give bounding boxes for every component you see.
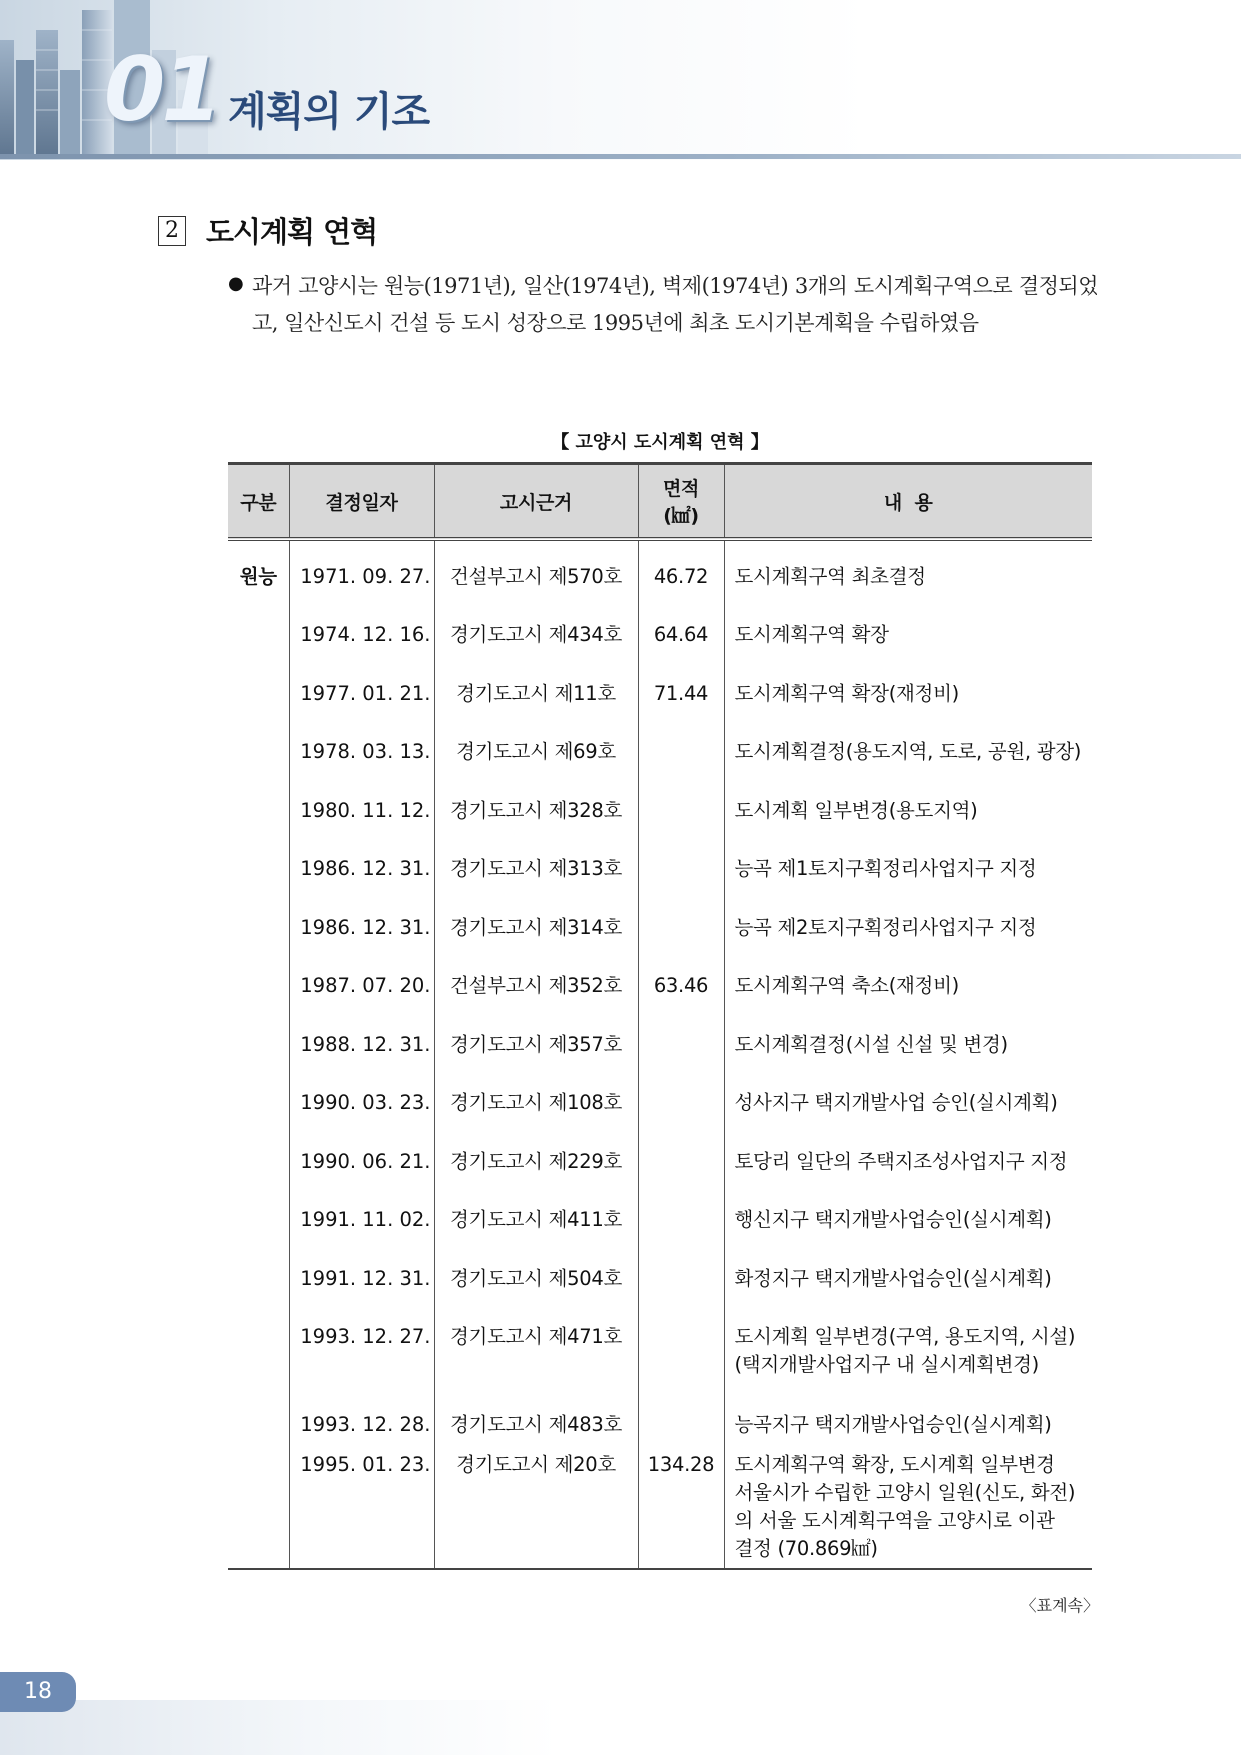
- cell-basis: 건설부고시 제352호: [434, 956, 638, 1015]
- chapter-number: 01: [104, 38, 219, 141]
- cell-area: [638, 781, 724, 840]
- cell-content: 도시계획결정(시설 신설 및 변경): [724, 1015, 1092, 1074]
- cell-area: [638, 1190, 724, 1249]
- cell-category: [228, 1307, 289, 1395]
- table-row: [228, 1445, 1092, 1569]
- cell-date: 1974. 12. 16.: [289, 605, 434, 664]
- cell-date: 1995. 01. 23.: [289, 1445, 434, 1569]
- cell-area: [638, 1249, 724, 1308]
- cell-category: [228, 1190, 289, 1249]
- cell-category: [228, 1015, 289, 1074]
- cell-date: 1991. 11. 02.: [289, 1190, 434, 1249]
- cell-content: 도시계획구역 축소(재정비): [724, 956, 1092, 1015]
- cell-area: [638, 839, 724, 898]
- chapter-title: 계획의 기조: [228, 89, 430, 135]
- cell-area: 46.72: [638, 539, 724, 605]
- table-row: [228, 1190, 1092, 1249]
- cell-date: 1991. 12. 31.: [289, 1249, 434, 1308]
- cell-category: [228, 722, 289, 781]
- cell-basis: 경기도고시 제357호: [434, 1015, 638, 1074]
- header-category: 구분: [228, 464, 289, 540]
- header-date: 결정일자: [289, 464, 434, 540]
- header-area-label: 면적: [662, 478, 700, 500]
- cell-basis: 경기도고시 제313호: [434, 839, 638, 898]
- bullet-icon: ●: [228, 273, 244, 294]
- cell-area: [638, 722, 724, 781]
- header-area-unit: (㎢): [663, 505, 699, 527]
- cell-date: 1980. 11. 12.: [289, 781, 434, 840]
- cell-area: [638, 1015, 724, 1074]
- cell-date: 1993. 12. 28.: [289, 1395, 434, 1445]
- table-body: [228, 539, 1092, 1569]
- cell-basis: 경기도고시 제229호: [434, 1132, 638, 1191]
- cell-content: 능곡지구 택지개발사업승인(실시계획): [724, 1395, 1092, 1445]
- cell-date: 1977. 01. 21.: [289, 664, 434, 723]
- cell-date: 1987. 07. 20.: [289, 956, 434, 1015]
- cell-content: 도시계획구역 최초결정: [724, 539, 1092, 605]
- cell-content: 행신지구 택지개발사업승인(실시계획): [724, 1190, 1092, 1249]
- cell-category: [228, 605, 289, 664]
- cell-area: [638, 1307, 724, 1395]
- footer-band: [0, 1700, 1241, 1755]
- cell-area: [638, 1395, 724, 1445]
- cell-basis: 경기도고시 제411호: [434, 1190, 638, 1249]
- cell-basis: 경기도고시 제20호: [434, 1445, 638, 1569]
- table-header-row: [228, 464, 1092, 540]
- cell-category: [228, 1132, 289, 1191]
- cell-date: 1990. 03. 23.: [289, 1073, 434, 1132]
- cell-basis: 경기도고시 제434호: [434, 605, 638, 664]
- table-row: [228, 1307, 1092, 1395]
- cell-category: [228, 1395, 289, 1445]
- header-divider: [0, 154, 1241, 159]
- table-row: [228, 605, 1092, 664]
- cell-content: 도시계획 일부변경(용도지역): [724, 781, 1092, 840]
- cell-basis: 경기도고시 제69호: [434, 722, 638, 781]
- cell-content: 도시계획 일부변경(구역, 용도지역, 시설) (택지개발사업지구 내 실시계획변경): [724, 1307, 1092, 1395]
- cell-area: [638, 898, 724, 957]
- table-row: [228, 1073, 1092, 1132]
- cell-area: [638, 1073, 724, 1132]
- cell-category: [228, 1073, 289, 1132]
- cell-basis: 경기도고시 제483호: [434, 1395, 638, 1445]
- cell-date: 1986. 12. 31.: [289, 898, 434, 957]
- table-row: [228, 956, 1092, 1015]
- cell-date: 1988. 12. 31.: [289, 1015, 434, 1074]
- chapter-header: [0, 0, 1241, 160]
- table-row: [228, 781, 1092, 840]
- cell-category: [228, 1249, 289, 1308]
- cell-category: [228, 1445, 289, 1569]
- cell-content: 도시계획구역 확장, 도시계획 일부변경 서울시가 수립한 고양시 일원(신도, 화전) 의 서울 도시계획구역을 고양시로 이관 결정 (70.869㎢): [724, 1445, 1092, 1569]
- cell-basis: 경기도고시 제108호: [434, 1073, 638, 1132]
- cell-category: [228, 956, 289, 1015]
- cell-area: 63.46: [638, 956, 724, 1015]
- cell-basis: 경기도고시 제314호: [434, 898, 638, 957]
- intro-paragraph: 과거 고양시는 원능(1971년), 일산(1974년), 벽제(1974년) 3개의 도시계획구역으로 결정되었고, 일산신도시 건설 등 도시 성장으로 1995년에 최초 도시기본계획을 수립하였음: [252, 274, 1098, 335]
- cell-date: 1990. 06. 21.: [289, 1132, 434, 1191]
- cell-content: 능곡 제1토지구획정리사업지구 지정: [724, 839, 1092, 898]
- table-row: [228, 1015, 1092, 1074]
- cell-basis: 건설부고시 제570호: [434, 539, 638, 605]
- table-row: [228, 1395, 1092, 1445]
- table-row: [228, 722, 1092, 781]
- cell-area: 71.44: [638, 664, 724, 723]
- cell-basis: 경기도고시 제11호: [434, 664, 638, 723]
- cell-date: 1993. 12. 27.: [289, 1307, 434, 1395]
- cell-content: 도시계획구역 확장(재정비): [724, 664, 1092, 723]
- cell-category: [228, 781, 289, 840]
- cell-content: 화정지구 택지개발사업승인(실시계획): [724, 1249, 1092, 1308]
- cell-area: [638, 1132, 724, 1191]
- table-row: [228, 664, 1092, 723]
- table-row: [228, 1249, 1092, 1308]
- history-table: [228, 462, 1092, 1570]
- table-row: [228, 1132, 1092, 1191]
- page-number: 18: [0, 1672, 76, 1712]
- table-row: [228, 539, 1092, 605]
- cell-category: [228, 898, 289, 957]
- cell-date: 1978. 03. 13.: [289, 722, 434, 781]
- table-row: [228, 898, 1092, 957]
- table-caption: 【 고양시 도시계획 연혁 】: [551, 432, 769, 453]
- section-title: 도시계획 연혁: [206, 215, 378, 249]
- cell-content: 도시계획결정(용도지역, 도로, 공원, 광장): [724, 722, 1092, 781]
- cell-basis: 경기도고시 제504호: [434, 1249, 638, 1308]
- cell-content: 토당리 일단의 주택지조성사업지구 지정: [724, 1132, 1092, 1191]
- cell-area: 64.64: [638, 605, 724, 664]
- cell-basis: 경기도고시 제471호: [434, 1307, 638, 1395]
- cell-basis: 경기도고시 제328호: [434, 781, 638, 840]
- continued-note: 〈표계속〉: [1020, 1596, 1099, 1615]
- cell-area: 134.28: [638, 1445, 724, 1569]
- cell-date: 1971. 09. 27.: [289, 539, 434, 605]
- cell-category: [228, 839, 289, 898]
- section-heading: [158, 210, 377, 251]
- header-content: 내 용: [724, 464, 1092, 540]
- cell-category: 원능: [239, 565, 277, 588]
- cell-content: 능곡 제2토지구획정리사업지구 지정: [724, 898, 1092, 957]
- cell-content: 도시계획구역 확장: [724, 605, 1092, 664]
- table-row: [228, 839, 1092, 898]
- cell-category: [228, 664, 289, 723]
- header-area: [638, 464, 724, 540]
- cell-content: 성사지구 택지개발사업 승인(실시계획): [724, 1073, 1092, 1132]
- section-number-box: 2: [158, 216, 186, 246]
- cell-date: 1986. 12. 31.: [289, 839, 434, 898]
- header-basis: 고시근거: [434, 464, 638, 540]
